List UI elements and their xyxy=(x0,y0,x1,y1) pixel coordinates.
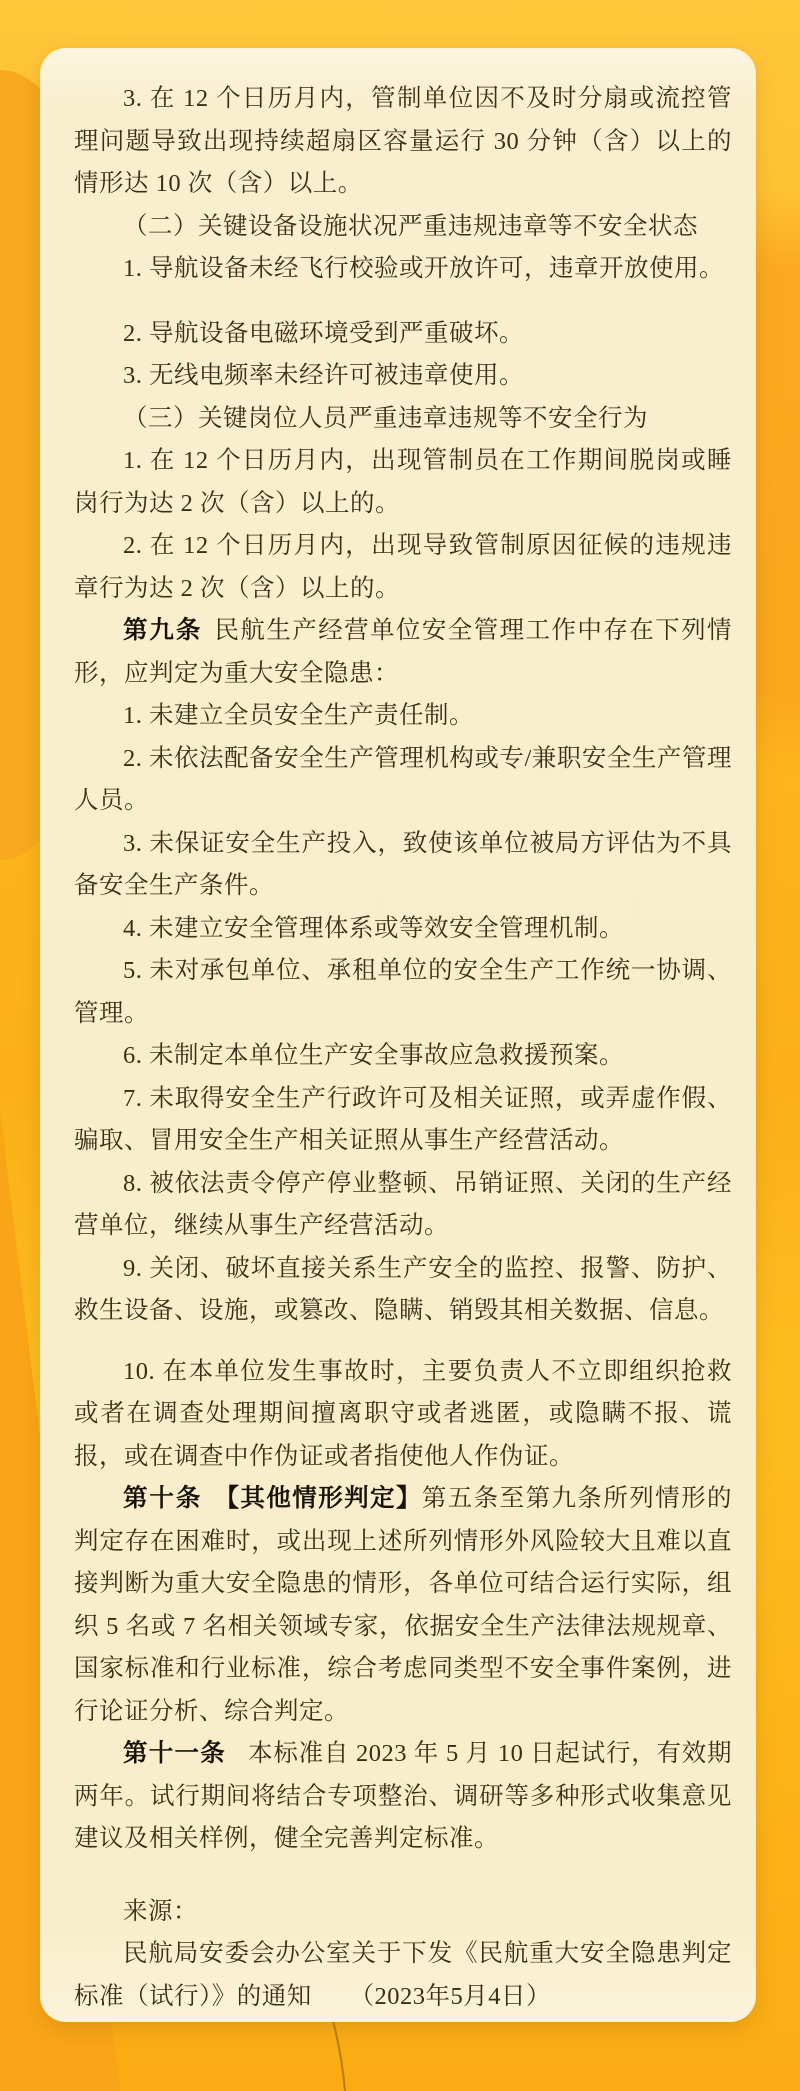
document-paragraph: 2. 导航设备电磁环境受到严重破坏。 xyxy=(123,319,524,347)
document-card xyxy=(40,48,756,2022)
article-number: 第九条 xyxy=(123,617,203,644)
paragraph-text: 民航生产经营单位安全管理工作中存在下列情形，应判定为重大安全隐患： xyxy=(74,617,733,687)
source-block xyxy=(74,1891,732,2019)
document-paragraph: 3. 无线电频率未经许可被违章使用。 xyxy=(123,362,524,389)
document-paragraph: 3. 未保证安全生产投入，致使该单位被局方评估为不具备安全生产条件。 xyxy=(74,829,732,899)
document-paragraph xyxy=(74,1733,732,1861)
document-paragraph xyxy=(74,610,732,695)
source-label: 来源： xyxy=(123,1897,198,1925)
document-paragraph: 2. 在 12 个日历月内，出现导致管制原因征候的违规违章行为达 2 次（含）以上的。 xyxy=(74,532,732,602)
document-paragraph: 9. 关闭、破坏直接关系生产安全的监控、报警、防护、救生设备、设施，或篡改、隐瞒、销毁其相关数据、信息。 xyxy=(74,1254,732,1324)
article-bracket-tag: 【其他情形判定】 xyxy=(214,1485,422,1512)
article-number: 第十一条 xyxy=(123,1740,227,1767)
document-paragraph: 7. 未取得安全生产行政许可及相关证照，或弄虚作假、骗取、冒用安全生产相关证照从事生产经营活动。 xyxy=(74,1084,732,1154)
document-paragraph: 1. 导航设备未经飞行校验或开放许可，违章开放使用。 xyxy=(123,255,724,282)
paragraph-text: 第五条至第九条所列情形的判定存在困难时，或出现上述所列情形外风险较大且难以直接判断为重大安全隐患的情形，各单位可结合运行实际，组织 5 名或 7 名相关领域专家，依据安全生产法律法规规章、国家标准和行业标准，综合考虑同类型不安全事件案例，进行论证分析、综合判定。 xyxy=(74,1485,733,1725)
document-paragraph: 2. 未依法配备安全生产管理机构或专/兼职安全生产管理人员。 xyxy=(74,744,732,814)
document-paragraph: 1. 在 12 个日历月内，出现管制员在工作期间脱岗或睡岗行为达 2 次（含）以上的。 xyxy=(74,447,732,517)
document-paragraph: 10. 在本单位发生事故时，主要负责人不立即组织抢救或者在调查处理期间擅离职守或者逃匿，或隐瞒不报、谎报，或在调查中作伪证或者指使他人作伪证。 xyxy=(74,1357,732,1470)
article-number: 第十条 xyxy=(123,1485,203,1512)
document-paragraph: 1. 未建立全员安全生产责任制。 xyxy=(123,702,474,729)
document-body xyxy=(74,78,732,2018)
document-paragraph: 4. 未建立安全管理体系或等效安全管理机制。 xyxy=(123,914,624,942)
document-section-heading: （二）关键设备设施状况严重违规违章等不安全状态 xyxy=(123,212,698,240)
document-paragraph: 5. 未对承包单位、承租单位的安全生产工作统一协调、管理。 xyxy=(74,957,732,1027)
document-paragraph xyxy=(74,1478,732,1733)
document-section-heading: （三）关键岗位人员严重违章违规等不安全行为 xyxy=(123,404,648,432)
document-paragraph: 3. 在 12 个日历月内，管制单位因不及时分扇或流控管理问题导致出现持续超扇区容量运行 30 分钟（含）以上的情形达 10 次（含）以上。 xyxy=(74,85,732,197)
document-paragraph: 6. 未制定本单位生产安全事故应急救援预案。 xyxy=(123,1042,624,1069)
document-paragraph: 8. 被依法责令停产停业整顿、吊销证照、关闭的生产经营单位，继续从事生产经营活动。 xyxy=(74,1169,732,1239)
source-text: 民航局安委会办公室关于下发《民航重大安全隐患判定标准（试行）》的通知 （2023年5月4日） xyxy=(74,1940,732,2010)
decorative-curve-line xyxy=(300,2020,370,2091)
paragraph-text: 本标准自 2023 年 5 月 10 日起试行，有效期两年。试行期间将结合专项整治、调研等多种形式收集意见建议及相关样例，健全完善判定标准。 xyxy=(74,1740,733,1852)
